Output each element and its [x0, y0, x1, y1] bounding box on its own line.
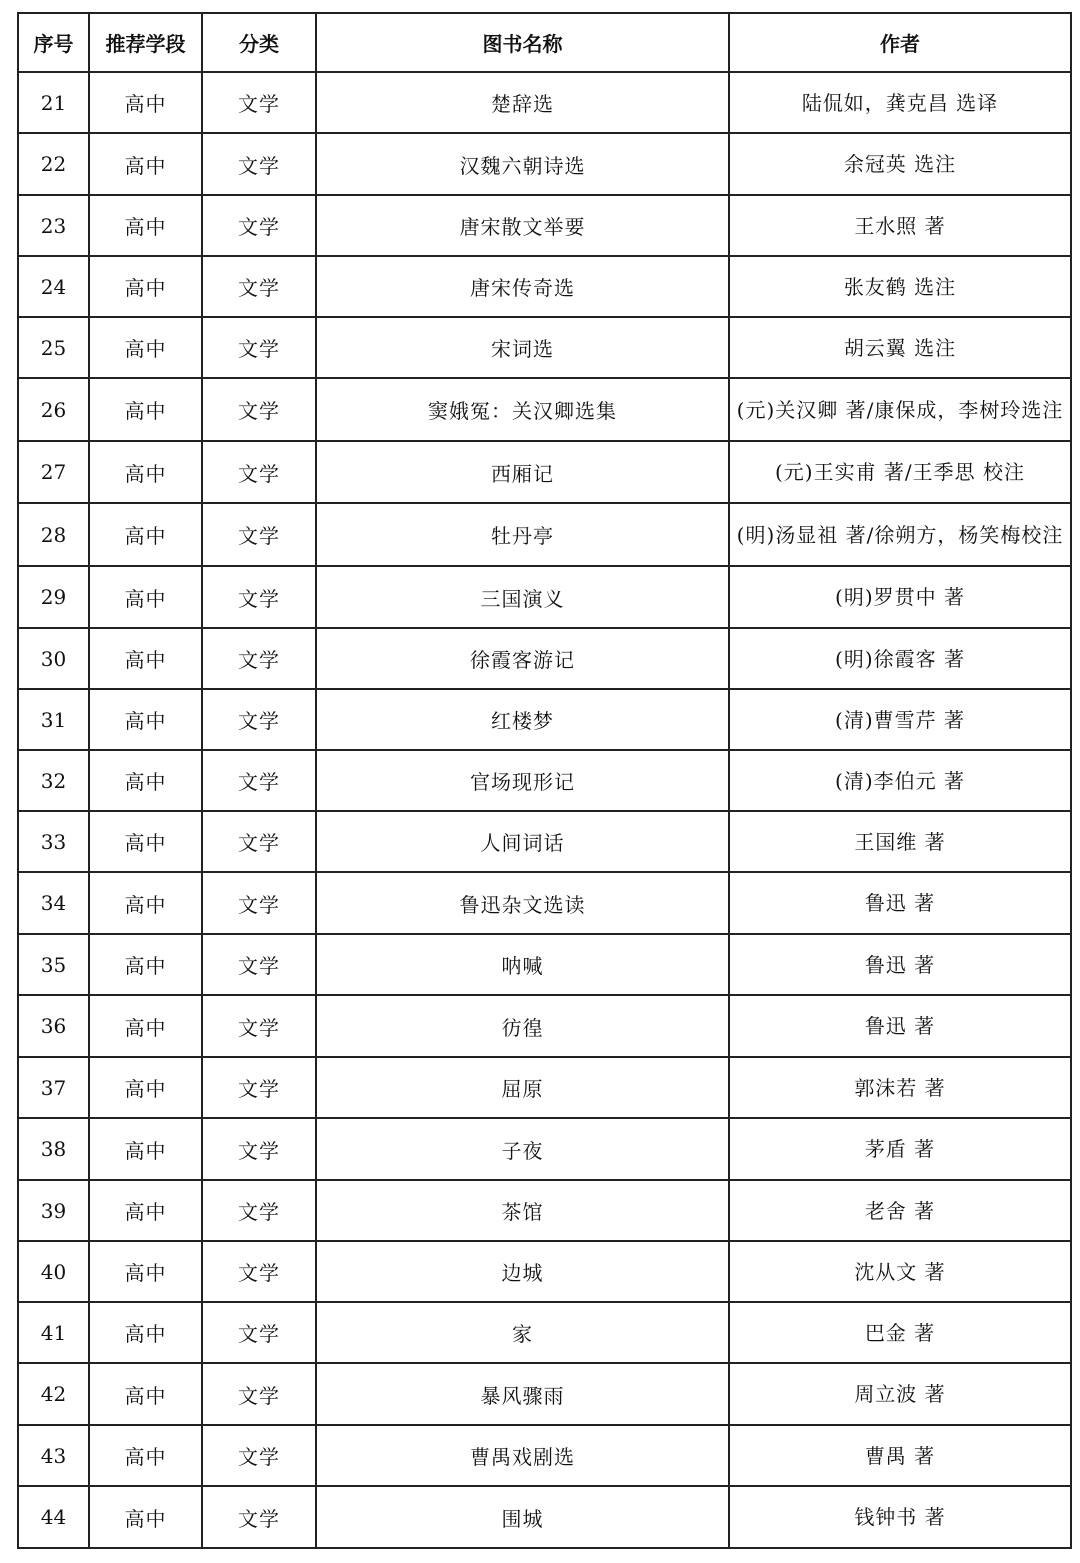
- cell-level: 高中: [89, 1241, 202, 1302]
- cell-author: 王国维 著: [729, 811, 1071, 872]
- table-row: [18, 689, 1071, 750]
- cell-num: 44: [18, 1486, 89, 1548]
- cell-author: 钱钟书 著: [729, 1486, 1071, 1548]
- cell-category: 文学: [202, 256, 316, 317]
- cell-num: 29: [18, 566, 89, 628]
- table-row: [18, 1180, 1071, 1241]
- cell-title: 牡丹亭: [316, 503, 729, 566]
- cell-level: 高中: [89, 934, 202, 995]
- cell-author: 曹禺 著: [729, 1425, 1071, 1486]
- table-row: [18, 1241, 1071, 1302]
- cell-level: 高中: [89, 72, 202, 133]
- cell-category: 文学: [202, 1241, 316, 1302]
- cell-category: 文学: [202, 689, 316, 750]
- cell-author: 老舍 著: [729, 1180, 1071, 1241]
- table-row: [18, 72, 1071, 133]
- cell-author: (元)王实甫 著/王季思 校注: [729, 441, 1071, 503]
- cell-num: 31: [18, 689, 89, 750]
- cell-category: 文学: [202, 934, 316, 995]
- table-row: [18, 872, 1071, 934]
- cell-level: 高中: [89, 566, 202, 628]
- cell-author: 胡云翼 选注: [729, 317, 1071, 378]
- header-author: 作者: [729, 13, 1071, 72]
- cell-num: 32: [18, 750, 89, 811]
- table-row: [18, 1302, 1071, 1363]
- cell-category: 文学: [202, 195, 316, 256]
- table-row: [18, 195, 1071, 256]
- cell-num: 39: [18, 1180, 89, 1241]
- cell-category: 文学: [202, 317, 316, 378]
- cell-category: 文学: [202, 72, 316, 133]
- table-row: [18, 934, 1071, 995]
- cell-title: 暴风骤雨: [316, 1363, 729, 1425]
- cell-title: 人间词话: [316, 811, 729, 872]
- cell-level: 高中: [89, 133, 202, 195]
- cell-title: 子夜: [316, 1118, 729, 1180]
- cell-level: 高中: [89, 441, 202, 503]
- cell-title: 鲁迅杂文选读: [316, 872, 729, 934]
- cell-author: 鲁迅 著: [729, 934, 1071, 995]
- table-row: [18, 441, 1071, 503]
- cell-author: (明)徐霞客 著: [729, 628, 1071, 689]
- cell-title: 楚辞选: [316, 72, 729, 133]
- cell-category: 文学: [202, 1486, 316, 1548]
- cell-title: 呐喊: [316, 934, 729, 995]
- cell-category: 文学: [202, 1118, 316, 1180]
- cell-level: 高中: [89, 750, 202, 811]
- cell-author: 茅盾 著: [729, 1118, 1071, 1180]
- cell-category: 文学: [202, 628, 316, 689]
- cell-num: 40: [18, 1241, 89, 1302]
- cell-author: 陆侃如，龚克昌 选译: [729, 72, 1071, 133]
- cell-title: 宋词选: [316, 317, 729, 378]
- table-row: [18, 1486, 1071, 1548]
- table-row: [18, 750, 1071, 811]
- cell-author: 鲁迅 著: [729, 872, 1071, 934]
- cell-num: 30: [18, 628, 89, 689]
- cell-num: 43: [18, 1425, 89, 1486]
- cell-category: 文学: [202, 811, 316, 872]
- table-row: [18, 503, 1071, 566]
- header-category: 分类: [202, 13, 316, 72]
- cell-level: 高中: [89, 1180, 202, 1241]
- cell-category: 文学: [202, 1302, 316, 1363]
- table-row: [18, 628, 1071, 689]
- header-num: 序号: [18, 13, 89, 72]
- table-body: [18, 72, 1071, 1548]
- cell-level: 高中: [89, 628, 202, 689]
- table-row: [18, 1363, 1071, 1425]
- cell-level: 高中: [89, 1486, 202, 1548]
- cell-title: 唐宋传奇选: [316, 256, 729, 317]
- cell-num: 34: [18, 872, 89, 934]
- book-list-table: [17, 12, 1072, 1549]
- table-row: [18, 995, 1071, 1057]
- cell-title: 汉魏六朝诗选: [316, 133, 729, 195]
- cell-level: 高中: [89, 503, 202, 566]
- table-row: [18, 378, 1071, 441]
- cell-author: (清)曹雪芹 著: [729, 689, 1071, 750]
- cell-category: 文学: [202, 995, 316, 1057]
- cell-num: 35: [18, 934, 89, 995]
- header-level: 推荐学段: [89, 13, 202, 72]
- cell-author: 沈从文 著: [729, 1241, 1071, 1302]
- cell-author: 巴金 著: [729, 1302, 1071, 1363]
- cell-category: 文学: [202, 503, 316, 566]
- cell-level: 高中: [89, 1363, 202, 1425]
- cell-num: 36: [18, 995, 89, 1057]
- cell-num: 22: [18, 133, 89, 195]
- table-row: [18, 566, 1071, 628]
- table-row: [18, 133, 1071, 195]
- cell-title: 边城: [316, 1241, 729, 1302]
- cell-title: 屈原: [316, 1057, 729, 1118]
- table-row: [18, 1057, 1071, 1118]
- cell-category: 文学: [202, 133, 316, 195]
- cell-author: (元)关汉卿 著/康保成，李树玲选注: [729, 378, 1071, 441]
- cell-author: (清)李伯元 著: [729, 750, 1071, 811]
- cell-num: 27: [18, 441, 89, 503]
- cell-num: 37: [18, 1057, 89, 1118]
- cell-category: 文学: [202, 566, 316, 628]
- header-title: 图书名称: [316, 13, 729, 72]
- cell-level: 高中: [89, 1302, 202, 1363]
- cell-title: 徐霞客游记: [316, 628, 729, 689]
- cell-level: 高中: [89, 872, 202, 934]
- cell-category: 文学: [202, 441, 316, 503]
- cell-level: 高中: [89, 995, 202, 1057]
- cell-title: 彷徨: [316, 995, 729, 1057]
- cell-category: 文学: [202, 1180, 316, 1241]
- cell-level: 高中: [89, 256, 202, 317]
- cell-title: 唐宋散文举要: [316, 195, 729, 256]
- cell-num: 28: [18, 503, 89, 566]
- cell-category: 文学: [202, 1057, 316, 1118]
- cell-level: 高中: [89, 689, 202, 750]
- cell-title: 官场现形记: [316, 750, 729, 811]
- cell-author: 余冠英 选注: [729, 133, 1071, 195]
- table-row: [18, 1425, 1071, 1486]
- cell-level: 高中: [89, 1118, 202, 1180]
- cell-title: 茶馆: [316, 1180, 729, 1241]
- cell-category: 文学: [202, 378, 316, 441]
- cell-num: 26: [18, 378, 89, 441]
- cell-author: (明)罗贯中 著: [729, 566, 1071, 628]
- table-row: [18, 1118, 1071, 1180]
- table-row: [18, 317, 1071, 378]
- cell-category: 文学: [202, 750, 316, 811]
- cell-level: 高中: [89, 317, 202, 378]
- cell-title: 红楼梦: [316, 689, 729, 750]
- cell-num: 33: [18, 811, 89, 872]
- table-row: [18, 256, 1071, 317]
- cell-title: 窦娥冤：关汉卿选集: [316, 378, 729, 441]
- cell-author: 鲁迅 著: [729, 995, 1071, 1057]
- table-row: [18, 811, 1071, 872]
- cell-num: 23: [18, 195, 89, 256]
- cell-author: 张友鹤 选注: [729, 256, 1071, 317]
- cell-category: 文学: [202, 1425, 316, 1486]
- cell-category: 文学: [202, 1363, 316, 1425]
- cell-num: 21: [18, 72, 89, 133]
- cell-author: 王水照 著: [729, 195, 1071, 256]
- cell-num: 41: [18, 1302, 89, 1363]
- cell-level: 高中: [89, 378, 202, 441]
- cell-title: 曹禺戏剧选: [316, 1425, 729, 1486]
- cell-category: 文学: [202, 872, 316, 934]
- cell-author: (明)汤显祖 著/徐朔方，杨笑梅校注: [729, 503, 1071, 566]
- cell-level: 高中: [89, 811, 202, 872]
- cell-title: 三国演义: [316, 566, 729, 628]
- cell-num: 25: [18, 317, 89, 378]
- cell-num: 42: [18, 1363, 89, 1425]
- cell-level: 高中: [89, 1057, 202, 1118]
- cell-title: 围城: [316, 1486, 729, 1548]
- cell-author: 周立波 著: [729, 1363, 1071, 1425]
- cell-level: 高中: [89, 195, 202, 256]
- cell-num: 38: [18, 1118, 89, 1180]
- cell-title: 家: [316, 1302, 729, 1363]
- cell-title: 西厢记: [316, 441, 729, 503]
- header-row: [18, 13, 1071, 72]
- cell-num: 24: [18, 256, 89, 317]
- cell-level: 高中: [89, 1425, 202, 1486]
- cell-author: 郭沫若 著: [729, 1057, 1071, 1118]
